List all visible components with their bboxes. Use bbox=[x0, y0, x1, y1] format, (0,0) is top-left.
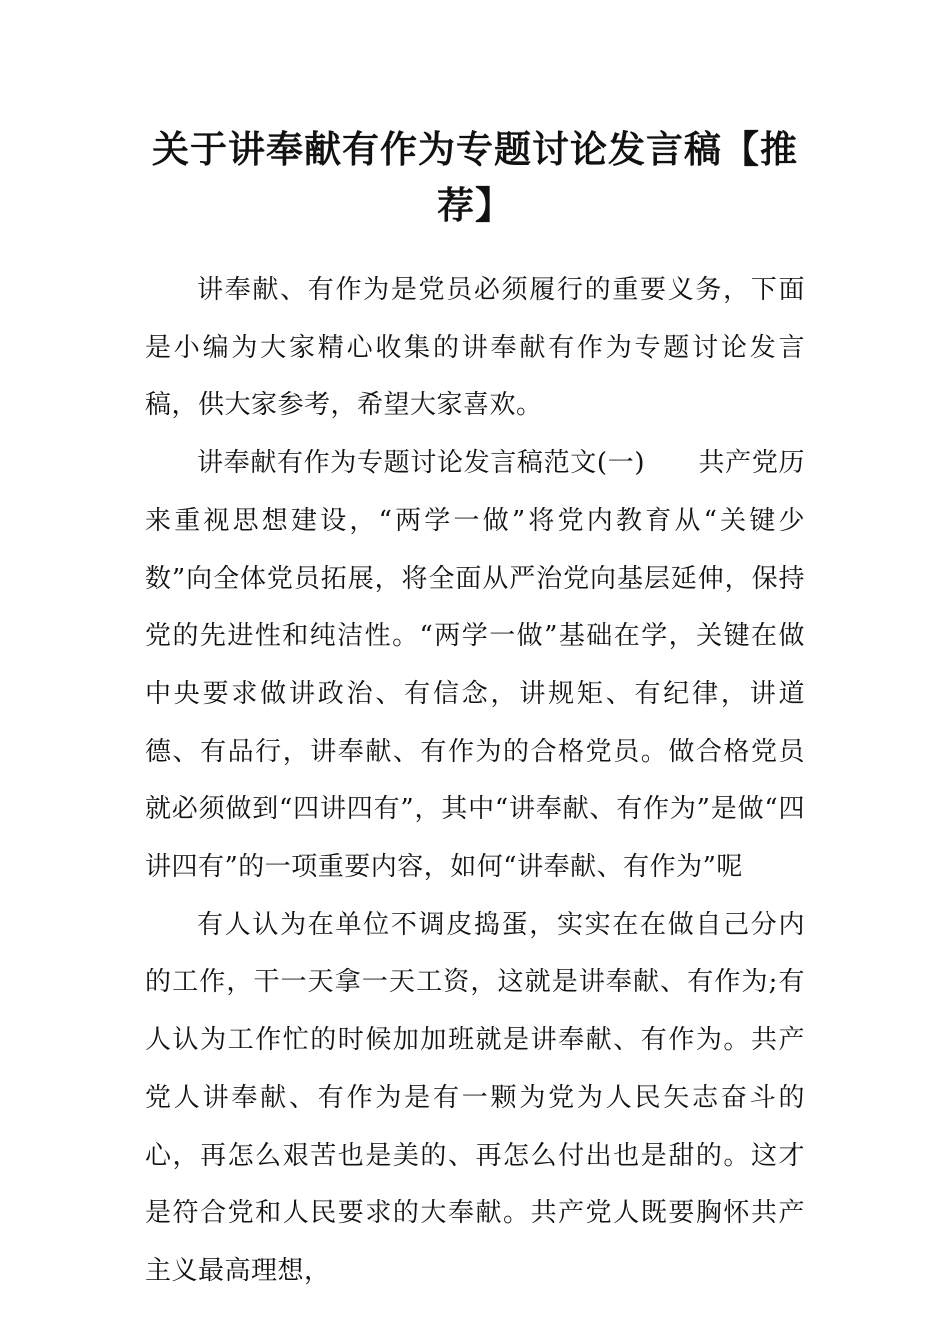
paragraph-discussion: 有人认为在单位不调皮捣蛋，实实在在做自己分内的工作，干一天拿一天工资，这就是讲奉献、有作为;有人认为工作忙的时候加加班就是讲奉献、有作为。共产党人讲奉献、有作为是有一颗为党为人民矢志奋斗的心，再怎么艰苦也是美的、再怎么付出也是甜的。这才是符合党和人民要求的大奉献。共产党人既要胸怀共产主义最高理想， bbox=[145, 909, 805, 1286]
document-body bbox=[145, 262, 805, 1301]
paragraph-intro: 讲奉献、有作为是党员必须履行的重要义务，下面是小编为大家精心收集的讲奉献有作为专题讨论发言稿，供大家参考，希望大家喜欢。 bbox=[145, 275, 805, 421]
paragraph-sample-one: 讲奉献有作为专题讨论发言稿范文(一) 共产党历来重视思想建设，“两学一做”将党内教育从“关键少数”向全体党员拓展，将全面从严治党向基层延伸，保持党的先进性和纯洁性。“两学一做”基础在学，关键在做中央要求做讲政治、有信念，讲规矩、有纪律，讲道德、有品行，讲奉献、有作为的合格党员。做合格党员就必须做到“四讲四有”，其中“讲奉献、有作为”是做“四讲四有”的一项重要内容，如何“讲奉献、有作为”呢 bbox=[145, 448, 805, 883]
document-title: 关于讲奉献有作为专题讨论发言稿【推荐】 bbox=[152, 128, 798, 227]
